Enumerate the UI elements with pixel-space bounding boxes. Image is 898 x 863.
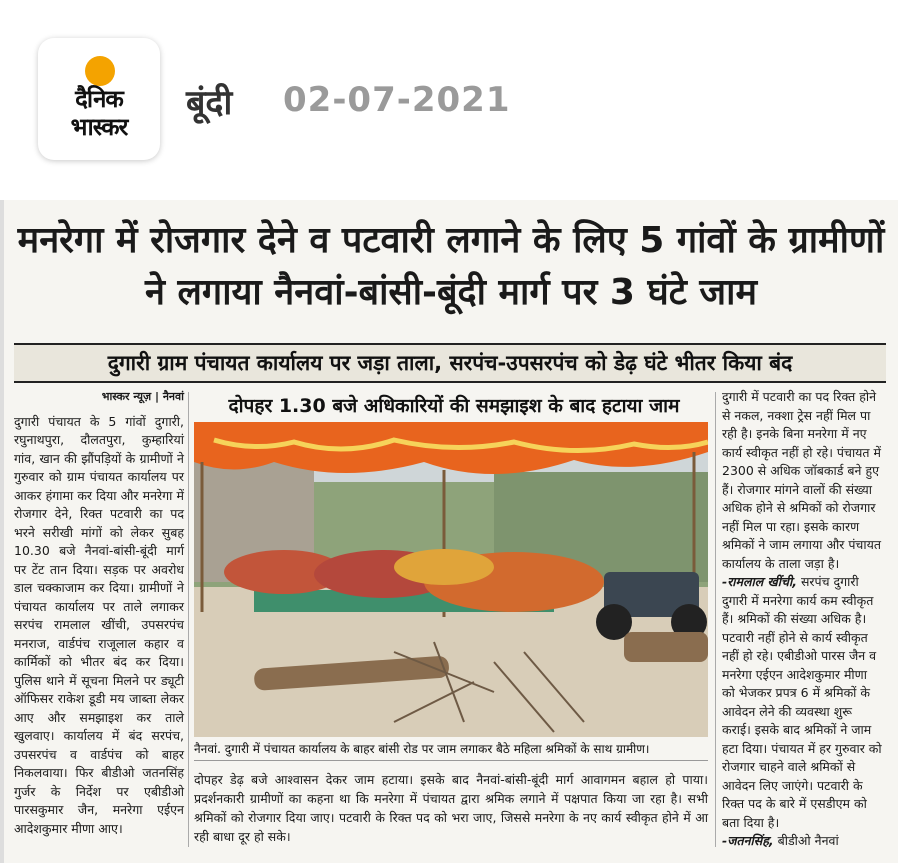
- quote-name-2: -जतनसिंह,: [722, 833, 774, 848]
- clipping-edge: [0, 200, 4, 863]
- quote-attribution-2: [722, 832, 882, 851]
- middle-body-text: दोपहर डेढ़ बजे आश्वासन देकर जाम हटाया। इसके बाद नैनवां-बांसी-बूंदी मार्ग आवागमन बहाल हो पाया। प्रदर्शनकारी ग्रामीणों का कहना था कि मनरेगा में पंचायत द्वारा श्रमिक लगाने में पक्षपात किया जा रहा है। सभी श्रमिकों को रोजगार दिया जाए। पटवारी के रिक्त पद को भरा जाए, जिससे मनरेगा के नए कार्य स्वीकृत होने में आ रही बाधा दूर हो सके।: [194, 772, 708, 844]
- dainik-bhaskar-logo[interactable]: [38, 38, 160, 160]
- city-name: बूंदी: [186, 83, 233, 123]
- sun-icon: [85, 56, 115, 86]
- left-column: [14, 388, 184, 838]
- deck-headline: दोपहर 1.30 बजे अधिकारियों की समझाइश के बाद हटाया जाम: [228, 395, 680, 417]
- subheadline-bar: [14, 343, 886, 383]
- right-paragraph-2: दुगारी में मनरेगा कार्य कम स्वीकृत हैं। श्रमिकों की संख्या अधिक है। पटवारी नहीं होने से कार्य स्वीकृत नहीं हो रहे। एबीडीओ पारस जैन व मनरेगा एईएन आदेशकुमार मीणा को भेजकर प्रपत्र 6 में श्रमिकों के आवेदन लेने की व्यवस्था शुरू कराई। इसके बाद श्रमिकों ने जाम हटा दिया। पंचायत में हर गुरुवार को रोजगार चाहने वाले श्रमिकों से आवेदन लिए जाएंगे। पटवारी के रिक्त पद के बारे में एसडीएम को बता दिया है।: [722, 592, 882, 830]
- photo-caption: नैनवां. दुगारी में पंचायत कार्यालय के बाहर बांसी रोड पर जाम लगाकर बैठे महिला श्रमिकों के साथ ग्रामीण।: [194, 740, 708, 761]
- protest-photo-illustration: [194, 422, 708, 737]
- quote-role-1: सरपंच दुगारी: [800, 574, 859, 589]
- column-divider: [715, 392, 716, 847]
- byline: भास्कर न्यूज़ | नैनवां: [101, 390, 184, 403]
- logo-text-line2: भास्कर: [70, 113, 128, 141]
- column-divider: [188, 392, 189, 847]
- quote-attribution-1: [722, 573, 882, 592]
- quote-name-1: -रामलाल खींची,: [722, 574, 797, 589]
- logo-text-line1: दैनिक: [75, 85, 123, 113]
- quote-role-2: बीडीओ नैनवां: [777, 833, 839, 848]
- headline: मनरेगा में रोजगार देने व पटवारी लगाने के लिए 5 गांवों के ग्रामीणों ने लगाया नैनवां-बांसी-बूंदी मार्ग पर 3 घंटे जाम: [17, 220, 885, 313]
- app-header: [0, 0, 898, 200]
- edition-date: 02-07-2021: [283, 80, 511, 120]
- right-column: [722, 388, 882, 851]
- left-body-text: दुगारी पंचायत के 5 गांवों दुगारी, रघुनाथपुरा, दौलतपुरा, कुम्हारियां गांव, खान की झौंपड़ियों के ग्रामीणों ने गुरुवार को ग्राम पंचायत कार्यालय पर आकर हंगामा कर दिया और मनरेगा में रोजगार देने, रिक्त पटवारी का पद भरने सरीखी मांगों को लेकर सुबह 10.30 बजे नैनवां-बांसी-बूंदी मार्ग पर टेंट तान दिया। सड़क पर अवरोध डाल चक्काजाम कर दिया। ग्रामीणों ने पंचायत कार्यालय पर ताले लगाकर सरपंच रामलाल खींची, उपसरपंच मनराज, वार्डपंच राजूलाल कहार व कार्मिकों को भीतर बंद कर दिया। पुलिस थाने में सूचना मिलने पर ड्यूटी ऑफिसर राकेश डूडी मय जाब्ता लेकर आए और समझाइश कर ताले खुलवाए। कार्यालय में बंद सरपंच, उपसरपंच व वार्डपंच को बाहर निकलवाया। फिर बीडीओ जतनसिंह गुर्जर के निर्देश पर एबीडीओ पारसकुमार जैन, मनरेगा एईएन आदेशकुमार मीणा आए।: [14, 413, 184, 836]
- news-photo: [194, 422, 708, 737]
- subheadline: दुगारी ग्राम पंचायत कार्यालय पर जड़ा ताला, सरपंच-उपसरपंच को डेढ़ घंटे भीतर किया बंद: [107, 351, 793, 375]
- right-paragraph-1: दुगारी में पटवारी का पद रिक्त होने से नकल, नक्शा ट्रेस नहीं मिल पा रही है। इनके बिना मनरेगा में नए कार्य स्वीकृत नहीं हो रहे। पंचायत में 2300 से अधिक जॉबकार्ड बने हुए हैं। रोजगार मांगने वालों की संख्या अधिक होने से श्रमिकों को रोजगार नहीं मिल पा रहा। इसके कारण श्रमिकों ने जाम लगाया और पंचायत कार्यालय के ताला जड़ा है।: [722, 389, 882, 571]
